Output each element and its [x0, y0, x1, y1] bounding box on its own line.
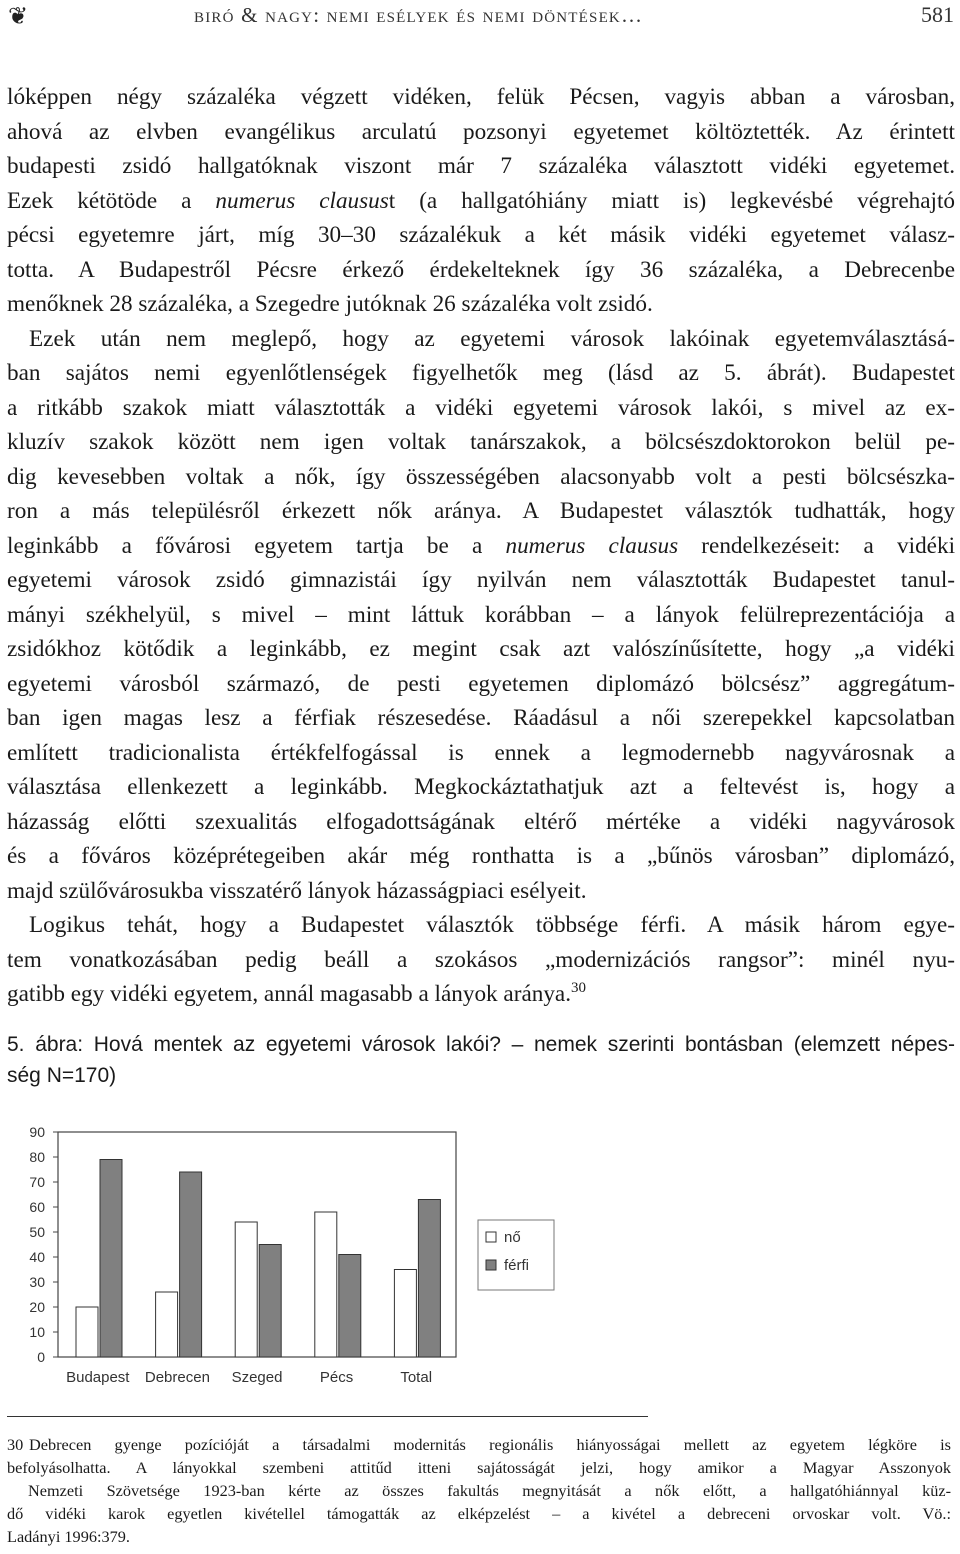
- y-tick-label: 70: [29, 1174, 45, 1190]
- body-text-run: Ezek kétötöde a: [7, 187, 216, 214]
- italic-term: numerus clausus: [215, 187, 389, 214]
- caption-line: ség N=170): [7, 1064, 117, 1087]
- body-line: és a főváros középrétegeiben akár még ronthatta is a „bűnös városban” diplomázó,: [7, 843, 955, 869]
- body-line: [7, 184, 955, 219]
- body-line: pécsi egyetemre járt, míg 30–30 százalékuk a két másik vidéki egyetemet válasz-: [7, 222, 955, 248]
- caption-line: 5. ábra: Hová mentek az egyetemi városok lakói? – nemek szerinti bontásban (elemzett népes-: [7, 1033, 955, 1056]
- y-tick-label: 10: [29, 1324, 45, 1340]
- footnote-line: Nemzeti Szövetsége 1923-ban kérte az összes fakultás megnyitását a nők előtt, a hallgatóhiánnyal küz-: [28, 1481, 951, 1500]
- body-text-run: rendelkezéseit: a vidéki: [678, 532, 956, 559]
- y-tick-label: 40: [29, 1249, 45, 1265]
- footnote-text: Debrecen gyenge pozícióját a társadalmi modernitás regionális hiányosságai mellett az egyetem légköre is: [29, 1435, 951, 1454]
- body-line: ron a más településről érkezett nők aránya. A Budapestet választók tudhatták, hogy: [7, 498, 955, 524]
- body-line: Logikus tehát, hogy a Budapestet választók többsége férfi. A másik három egye-: [29, 912, 955, 938]
- x-category-label: Budapest: [66, 1369, 130, 1386]
- running-head-title: biró & nagy: nemi esélyek és nemi döntések…: [194, 3, 644, 27]
- legend-label: férfi: [504, 1257, 530, 1274]
- bar-male: [418, 1200, 440, 1358]
- running-head: [8, 0, 954, 30]
- body-line: ahová az elvben evangélikus arculatú pozsonyi egyetemet költöztették. Az érintett: [7, 118, 955, 145]
- body-line: budapesti zsidó hallgatóknak viszont már 7 százaléka választott vidéki egyetemet.: [7, 153, 955, 179]
- footnote-line: Ladányi 1996:379.: [7, 1527, 130, 1546]
- y-tick-label: 80: [29, 1149, 45, 1165]
- footnote: [7, 1433, 951, 1548]
- body-line: a ritkább szakok miatt választották a vidéki egyetemi városok lakói, s mivel az ex-: [7, 394, 955, 421]
- body-line: totta. A Budapestről Pécsre érkező érdekelteknek így 36 százaléka, a Debrecenbe: [7, 256, 955, 283]
- body-line: ban igen magas lesz a férfiak részesedése. Ráadásul a női szerepekkel kapcsolatban: [7, 705, 955, 731]
- body-line: mányi székhelyül, s mivel – mint láttuk korábban – a lányok felülreprezentációja a: [7, 601, 955, 628]
- body-line: [7, 529, 955, 564]
- y-tick-label: 30: [29, 1274, 45, 1290]
- body-line: egyetemi városból származó, de pesti egyetemen diplomázó bölcsész” aggregátum-: [7, 670, 955, 697]
- bar-male: [100, 1160, 122, 1358]
- body-line: választása ellenkezett a leginkább. Megkockáztathatjuk azt a feltevést is, hogy a: [7, 774, 955, 800]
- body-text: [7, 80, 955, 1012]
- footnote-line: befolyásolhatta. A lányokkal szembeni attitűd itteni sajátosságát jelzi, hogy amikor a Magyar Asszonyok: [7, 1458, 951, 1477]
- body-line: [7, 977, 955, 1012]
- footnote-number: 30: [7, 1435, 24, 1454]
- legend-label: nő: [504, 1229, 521, 1246]
- body-line: lóképpen négy százaléka végzett vidéken, felük Pécsen, vagyis abban a városban,: [7, 84, 955, 110]
- body-line: házasság előtti szexualitás elfogadottságának eltérő mértéke a vidéki nagyvárosok: [7, 808, 955, 835]
- x-category-label: Szeged: [231, 1369, 283, 1386]
- y-tick-label: 20: [29, 1299, 45, 1315]
- bar-chart-svg: [0, 1110, 560, 1400]
- bar-male: [339, 1255, 361, 1358]
- body-line: zsidókhoz kötődik a leginkább, ez megint csak azt valószínűsítette, hogy „a vidéki: [7, 636, 955, 662]
- body-text-run: t (a hallgatóhiány miatt is) legkevésbé végrehajtó: [388, 187, 955, 214]
- bar-male: [180, 1172, 202, 1357]
- body-line: Ezek után nem meglepő, hogy az egyetemi városok lakóinak egyetemválasztásá-: [29, 325, 955, 352]
- body-line: majd szülővárosukba visszatérő lányok házasságpiaci esélyeit.: [7, 877, 587, 904]
- footnote-line: [7, 1433, 951, 1456]
- body-line: egyetemi városok zsidó gimnazistái így nyilván nem választották Budapestet tanul-: [7, 567, 955, 593]
- y-tick-label: 90: [29, 1124, 45, 1140]
- footnote-separator: [7, 1416, 648, 1417]
- leaf-ornament-icon: ❦: [8, 4, 29, 30]
- body-text-run: gatibb egy vidéki egyetem, annál magasabb a lányok aránya.: [7, 981, 572, 1007]
- body-line: ban sajátos nemi egyenlőtlenségek figyelhetők meg (lásd az 5. ábrát). Budapestet: [7, 360, 955, 386]
- footnote-reference[interactable]: 30: [571, 980, 587, 996]
- footnote-line: dő vidéki karok egyetlen kivétellel támogatták az elképzelést – a kivétel a debreceni orvoskar volt. Vö.:: [7, 1504, 951, 1523]
- body-line: tem vonatkozásában pedig beáll a szokásos „modernizációs rangsor”: minél nyu-: [7, 946, 955, 973]
- x-category-label: Total: [400, 1369, 433, 1386]
- body-line: menőknek 28 százaléka, a Szegedre jutóknak 26 százaléka volt zsidó.: [7, 291, 653, 317]
- y-tick-label: 0: [37, 1349, 45, 1365]
- bar-female: [156, 1292, 178, 1357]
- y-tick-label: 60: [29, 1199, 45, 1215]
- y-tick-label: 50: [29, 1224, 45, 1240]
- bar-female: [315, 1212, 337, 1357]
- body-text-run: leginkább a fővárosi egyetem tartja be a: [7, 532, 506, 559]
- body-line: kluzív szakok között nem igen voltak tanárszakok, a bölcsészdoktorokon belül pe-: [7, 429, 955, 455]
- bar-female: [235, 1222, 257, 1357]
- legend-swatch: [486, 1232, 496, 1242]
- body-line: említett tradicionalista értékfelfogással is ennek a legmodernebb nagyvárosnak a: [7, 739, 955, 766]
- bar-chart: [0, 1110, 560, 1400]
- x-category-label: Debrecen: [144, 1369, 210, 1386]
- legend-swatch: [486, 1260, 496, 1270]
- bar-female: [394, 1270, 416, 1358]
- body-line: dig kevesebben voltak a nők, így összességében alacsonyabb volt a pesti bölcsészka-: [7, 463, 955, 490]
- bar-male: [259, 1245, 281, 1358]
- figure-caption: [7, 1029, 955, 1091]
- x-category-label: Pécs: [319, 1369, 354, 1386]
- italic-term: numerus clausus: [505, 532, 679, 559]
- page-number: 581: [921, 2, 954, 27]
- bar-female: [76, 1307, 98, 1357]
